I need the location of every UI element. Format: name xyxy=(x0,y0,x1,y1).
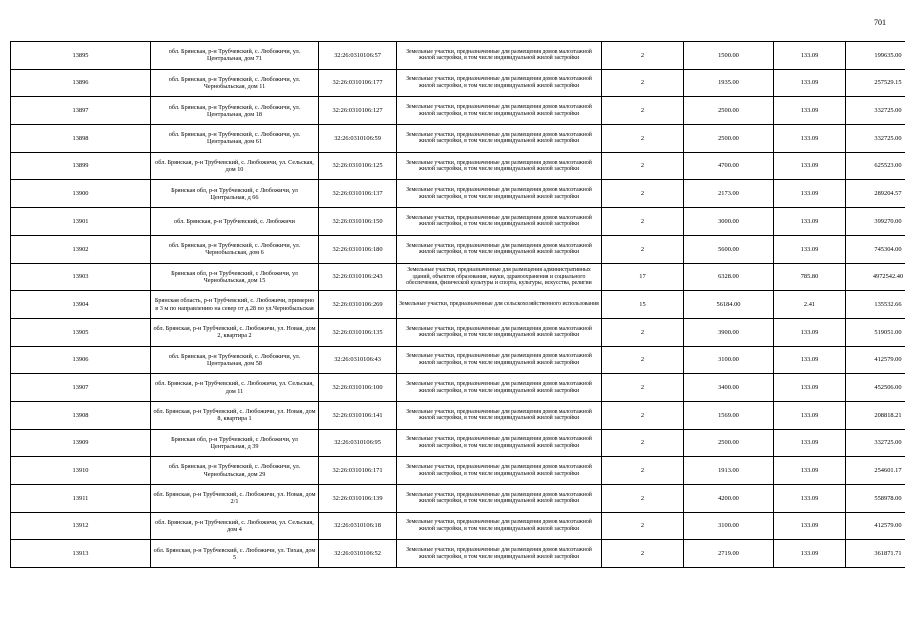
area-cell: 5600.00 xyxy=(684,235,774,263)
land-use-cell: Земельные участки, предназначенные для размещения домов малоэтажной жилой застройки, в том числе индивидуальной жилой застройки xyxy=(397,180,602,208)
specific-value-cell: 133.09 xyxy=(774,69,846,97)
specific-value-cell: 133.09 xyxy=(774,125,846,153)
land-use-cell: Земельные участки, предназначенные для размещения домов малоэтажной жилой застройки, в том числе индивидуальной жилой застройки xyxy=(397,457,602,485)
table-row xyxy=(11,291,905,319)
land-use-cell: Земельные участки, предназначенные для размещения домов малоэтажной жилой застройки, в том числе индивидуальной жилой застройки xyxy=(397,429,602,457)
specific-value-cell: 133.09 xyxy=(774,42,846,70)
specific-value-cell: 133.09 xyxy=(774,401,846,429)
row-number-cell: 13898 xyxy=(11,125,151,153)
row-number-cell: 13895 xyxy=(11,42,151,70)
cadastral-number-cell: 32:26:0310106:125 xyxy=(319,152,397,180)
specific-value-cell: 133.09 xyxy=(774,374,846,402)
cadastral-value-cell: 399270.00 xyxy=(846,208,905,236)
row-number-cell: 13907 xyxy=(11,374,151,402)
specific-value-cell: 133.09 xyxy=(774,429,846,457)
address-cell: обл. Брянская, р-н Трубчевский, с. Любожичи, ул. Центральная, дом 61 xyxy=(151,125,319,153)
address-cell: обл. Брянская, р-н Трубчевский, с. Любожичи, ул. Сельская, дом 4 xyxy=(151,512,319,540)
row-number-cell: 13897 xyxy=(11,97,151,125)
cadastral-number-cell: 32:26:0310106:57 xyxy=(319,42,397,70)
row-number-cell: 13903 xyxy=(11,263,151,291)
page-number: 701 xyxy=(874,18,886,27)
group-cell: 2 xyxy=(602,69,684,97)
cadastral-value-cell: 412579.00 xyxy=(846,512,905,540)
area-cell: 2173.00 xyxy=(684,180,774,208)
address-cell: обл. Брянская, р-н Трубчевский, с. Любожичи, ул. Центральная, дом 58 xyxy=(151,346,319,374)
table-row xyxy=(11,457,905,485)
cadastral-value-cell: 289204.57 xyxy=(846,180,905,208)
group-cell: 2 xyxy=(602,125,684,153)
cadastral-value-cell: 452506.00 xyxy=(846,374,905,402)
land-use-cell: Земельные участки, предназначенные для размещения домов малоэтажной жилой застройки, в том числе индивидуальной жилой застройки xyxy=(397,208,602,236)
cadastral-value-cell: 254601.17 xyxy=(846,457,905,485)
table-row xyxy=(11,180,905,208)
group-cell: 2 xyxy=(602,42,684,70)
group-cell: 2 xyxy=(602,429,684,457)
table-row xyxy=(11,42,905,70)
row-number-cell: 13905 xyxy=(11,318,151,346)
cadastral-number-cell: 32:26:0310106:141 xyxy=(319,401,397,429)
land-use-cell: Земельные участки, предназначенные для размещения домов малоэтажной жилой застройки, в том числе индивидуальной жилой застройки xyxy=(397,512,602,540)
address-cell: обл. Брянская, р-н Трубчевский, с. Любожичи xyxy=(151,208,319,236)
address-cell: обл. Брянская, р-н Трубчевский, с. Любожичи, ул. Центральная, дом 71 xyxy=(151,42,319,70)
cadastral-number-cell: 32:26:0310106:269 xyxy=(319,291,397,319)
group-cell: 2 xyxy=(602,346,684,374)
table-row xyxy=(11,208,905,236)
address-cell: обл. Брянская, р-н Трубчевский, с. Любожичи, ул. Чернобыльская, дом 6 xyxy=(151,235,319,263)
table-row xyxy=(11,346,905,374)
group-cell: 2 xyxy=(602,152,684,180)
area-cell: 1569.00 xyxy=(684,401,774,429)
table-row xyxy=(11,263,905,291)
cadastral-number-cell: 32:26:0310106:137 xyxy=(319,180,397,208)
cadastral-value-cell: 558978.00 xyxy=(846,485,905,513)
area-cell: 3100.00 xyxy=(684,512,774,540)
address-cell: обл. Брянская, р-н Трубчевский, с. Любожичи, ул. Центральная, дом 18 xyxy=(151,97,319,125)
land-use-cell: Земельные участки, предназначенные для размещения домов малоэтажной жилой застройки, в том числе индивидуальной жилой застройки xyxy=(397,540,602,568)
row-number-cell: 13904 xyxy=(11,291,151,319)
address-cell: Брянская обл, р-н Трубчевский, с Любожичи, ул Центральная, д 66 xyxy=(151,180,319,208)
cadastral-number-cell: 32:26:0310106:127 xyxy=(319,97,397,125)
group-cell: 2 xyxy=(602,318,684,346)
row-number-cell: 13912 xyxy=(11,512,151,540)
row-number-cell: 13902 xyxy=(11,235,151,263)
table-row xyxy=(11,318,905,346)
table-row xyxy=(11,485,905,513)
table-row xyxy=(11,401,905,429)
group-cell: 2 xyxy=(602,512,684,540)
group-cell: 2 xyxy=(602,180,684,208)
row-number-cell: 13911 xyxy=(11,485,151,513)
row-number-cell: 13906 xyxy=(11,346,151,374)
specific-value-cell: 133.09 xyxy=(774,512,846,540)
area-cell: 2719.00 xyxy=(684,540,774,568)
group-cell: 2 xyxy=(602,540,684,568)
cadastral-value-cell: 332725.00 xyxy=(846,429,905,457)
cadastral-value-cell: 135532.66 xyxy=(846,291,905,319)
address-cell: обл. Брянская, р-н Трубчевский, с. Любожичи, ул. Тихая, дом 5 xyxy=(151,540,319,568)
specific-value-cell: 133.09 xyxy=(774,457,846,485)
specific-value-cell: 133.09 xyxy=(774,485,846,513)
row-number-cell: 13900 xyxy=(11,180,151,208)
address-cell: обл. Брянская, р-н Трубчевский, с. Любожичи, ул. Новая, дом 2, квартира 2 xyxy=(151,318,319,346)
row-number-cell: 13896 xyxy=(11,69,151,97)
group-cell: 2 xyxy=(602,401,684,429)
group-cell: 2 xyxy=(602,235,684,263)
land-use-cell: Земельные участки, предназначенные для сельскохозяйственного использования xyxy=(397,291,602,319)
area-cell: 2500.00 xyxy=(684,429,774,457)
table-row xyxy=(11,125,905,153)
area-cell: 6328.00 xyxy=(684,263,774,291)
specific-value-cell: 2.41 xyxy=(774,291,846,319)
area-cell: 3000.00 xyxy=(684,208,774,236)
cadastral-value-cell: 361871.71 xyxy=(846,540,905,568)
cadastral-value-cell: 625523.00 xyxy=(846,152,905,180)
group-cell: 2 xyxy=(602,208,684,236)
specific-value-cell: 133.09 xyxy=(774,346,846,374)
cadastral-number-cell: 32:26:0310106:139 xyxy=(319,485,397,513)
cadastral-number-cell: 32:26:0310106:171 xyxy=(319,457,397,485)
land-use-cell: Земельные участки, предназначенные для размещения домов малоэтажной жилой застройки, в том числе индивидуальной жилой застройки xyxy=(397,401,602,429)
area-cell: 1935.00 xyxy=(684,69,774,97)
cadastral-number-cell: 32:26:0310106:150 xyxy=(319,208,397,236)
table-row xyxy=(11,152,905,180)
area-cell: 1913.00 xyxy=(684,457,774,485)
row-number-cell: 13908 xyxy=(11,401,151,429)
specific-value-cell: 133.09 xyxy=(774,208,846,236)
cadastral-value-cell: 199635.00 xyxy=(846,42,905,70)
specific-value-cell: 133.09 xyxy=(774,540,846,568)
specific-value-cell: 133.09 xyxy=(774,180,846,208)
address-cell: обл. Брянская, р-н Трубчевский, с. Любожичи, ул. Сельская, дом 10 xyxy=(151,152,319,180)
cadastral-number-cell: 32:26:0310106:18 xyxy=(319,512,397,540)
land-use-cell: Земельные участки, предназначенные для размещения домов малоэтажной жилой застройки, в том числе индивидуальной жилой застройки xyxy=(397,346,602,374)
cadastral-value-cell: 257529.15 xyxy=(846,69,905,97)
address-cell: Брянская область, р-н Трубчевский, с. Любожичи, примерно в 3 м по направлению на север от д.28 по ул.Чернобыльская xyxy=(151,291,319,319)
group-cell: 2 xyxy=(602,457,684,485)
land-use-cell: Земельные участки, предназначенные для размещения административных зданий, объектов образования, науки, здравоохранения и социального обеспечения, физической культуры и спорта, культуры, искусства, религии xyxy=(397,263,602,291)
address-cell: обл. Брянская, р-н Трубчевский, с. Любожичи, ул. Чернобыльская, дом 11 xyxy=(151,69,319,97)
area-cell: 4700.00 xyxy=(684,152,774,180)
address-cell: обл. Брянская, р-н Трубчевский, с. Любожичи, ул. Новая, дом 8, квартира 1 xyxy=(151,401,319,429)
land-use-cell: Земельные участки, предназначенные для размещения домов малоэтажной жилой застройки, в том числе индивидуальной жилой застройки xyxy=(397,485,602,513)
table-row xyxy=(11,540,905,568)
land-use-cell: Земельные участки, предназначенные для размещения домов малоэтажной жилой застройки, в том числе индивидуальной жилой застройки xyxy=(397,125,602,153)
row-number-cell: 13899 xyxy=(11,152,151,180)
land-use-cell: Земельные участки, предназначенные для размещения домов малоэтажной жилой застройки, в том числе индивидуальной жилой застройки xyxy=(397,97,602,125)
specific-value-cell: 133.09 xyxy=(774,97,846,125)
group-cell: 2 xyxy=(602,97,684,125)
area-cell: 3400.00 xyxy=(684,374,774,402)
cadastral-value-cell: 4972542.40 xyxy=(846,263,905,291)
cadastral-number-cell: 32:26:0310106:135 xyxy=(319,318,397,346)
cadastral-number-cell: 32:26:0310106:95 xyxy=(319,429,397,457)
cadastral-number-cell: 32:26:0310106:180 xyxy=(319,235,397,263)
cadastral-number-cell: 32:26:0310106:243 xyxy=(319,263,397,291)
address-cell: обл. Брянская, р-н Трубчевский, с. Любожичи, ул. Чернобыльская, дом 29 xyxy=(151,457,319,485)
area-cell: 2500.00 xyxy=(684,97,774,125)
land-use-cell: Земельные участки, предназначенные для размещения домов малоэтажной жилой застройки, в том числе индивидуальной жилой застройки xyxy=(397,374,602,402)
address-cell: обл. Брянская, р-н Трубчевский, с. Любожичи, ул. Новая, дом 2/1 xyxy=(151,485,319,513)
area-cell: 2500.00 xyxy=(684,125,774,153)
table-row xyxy=(11,429,905,457)
table-row xyxy=(11,235,905,263)
specific-value-cell: 133.09 xyxy=(774,152,846,180)
area-cell: 3900.00 xyxy=(684,318,774,346)
cadastral-number-cell: 32:26:0310106:177 xyxy=(319,69,397,97)
cadastral-number-cell: 32:26:0310106:43 xyxy=(319,346,397,374)
row-number-cell: 13901 xyxy=(11,208,151,236)
table-row xyxy=(11,512,905,540)
cadastral-value-cell: 745304.00 xyxy=(846,235,905,263)
table-row xyxy=(11,374,905,402)
land-use-cell: Земельные участки, предназначенные для размещения домов малоэтажной жилой застройки, в том числе индивидуальной жилой застройки xyxy=(397,318,602,346)
cadastral-value-cell: 332725.00 xyxy=(846,125,905,153)
specific-value-cell: 785.80 xyxy=(774,263,846,291)
area-cell: 3100.00 xyxy=(684,346,774,374)
cadastral-number-cell: 32:26:0310106:100 xyxy=(319,374,397,402)
specific-value-cell: 133.09 xyxy=(774,318,846,346)
cadastral-value-cell: 519051.00 xyxy=(846,318,905,346)
cadastral-number-cell: 32:26:0310106:52 xyxy=(319,540,397,568)
area-cell: 56184.00 xyxy=(684,291,774,319)
row-number-cell: 13913 xyxy=(11,540,151,568)
table-row xyxy=(11,69,905,97)
land-use-cell: Земельные участки, предназначенные для размещения домов малоэтажной жилой застройки, в том числе индивидуальной жилой застройки xyxy=(397,152,602,180)
land-use-cell: Земельные участки, предназначенные для размещения домов малоэтажной жилой застройки, в том числе индивидуальной жилой застройки xyxy=(397,69,602,97)
area-cell: 1500.00 xyxy=(684,42,774,70)
cadastral-value-cell: 208818.21 xyxy=(846,401,905,429)
land-use-cell: Земельные участки, предназначенные для размещения домов малоэтажной жилой застройки, в том числе индивидуальной жилой застройки xyxy=(397,235,602,263)
row-number-cell: 13910 xyxy=(11,457,151,485)
row-number-cell: 13909 xyxy=(11,429,151,457)
address-cell: Брянская обл, р-н Трубчевский, с Любожичи, ул Чернобыльская, дом 15 xyxy=(151,263,319,291)
table-row xyxy=(11,97,905,125)
cadastral-value-cell: 412579.00 xyxy=(846,346,905,374)
land-use-cell: Земельные участки, предназначенные для размещения домов малоэтажной жилой застройки, в том числе индивидуальной жилой застройки xyxy=(397,42,602,70)
group-cell: 17 xyxy=(602,263,684,291)
address-cell: обл. Брянская, р-н Трубчевский, с. Любожичи, ул. Сельская, дом 11 xyxy=(151,374,319,402)
cadastral-value-cell: 332725.00 xyxy=(846,97,905,125)
group-cell: 2 xyxy=(602,485,684,513)
cadastral-value-table xyxy=(10,41,905,568)
group-cell: 2 xyxy=(602,374,684,402)
cadastral-number-cell: 32:26:0310106:59 xyxy=(319,125,397,153)
address-cell: Брянская обл, р-н Трубчевский, с Любожичи, ул Центральная, д 39 xyxy=(151,429,319,457)
group-cell: 15 xyxy=(602,291,684,319)
specific-value-cell: 133.09 xyxy=(774,235,846,263)
area-cell: 4200.00 xyxy=(684,485,774,513)
